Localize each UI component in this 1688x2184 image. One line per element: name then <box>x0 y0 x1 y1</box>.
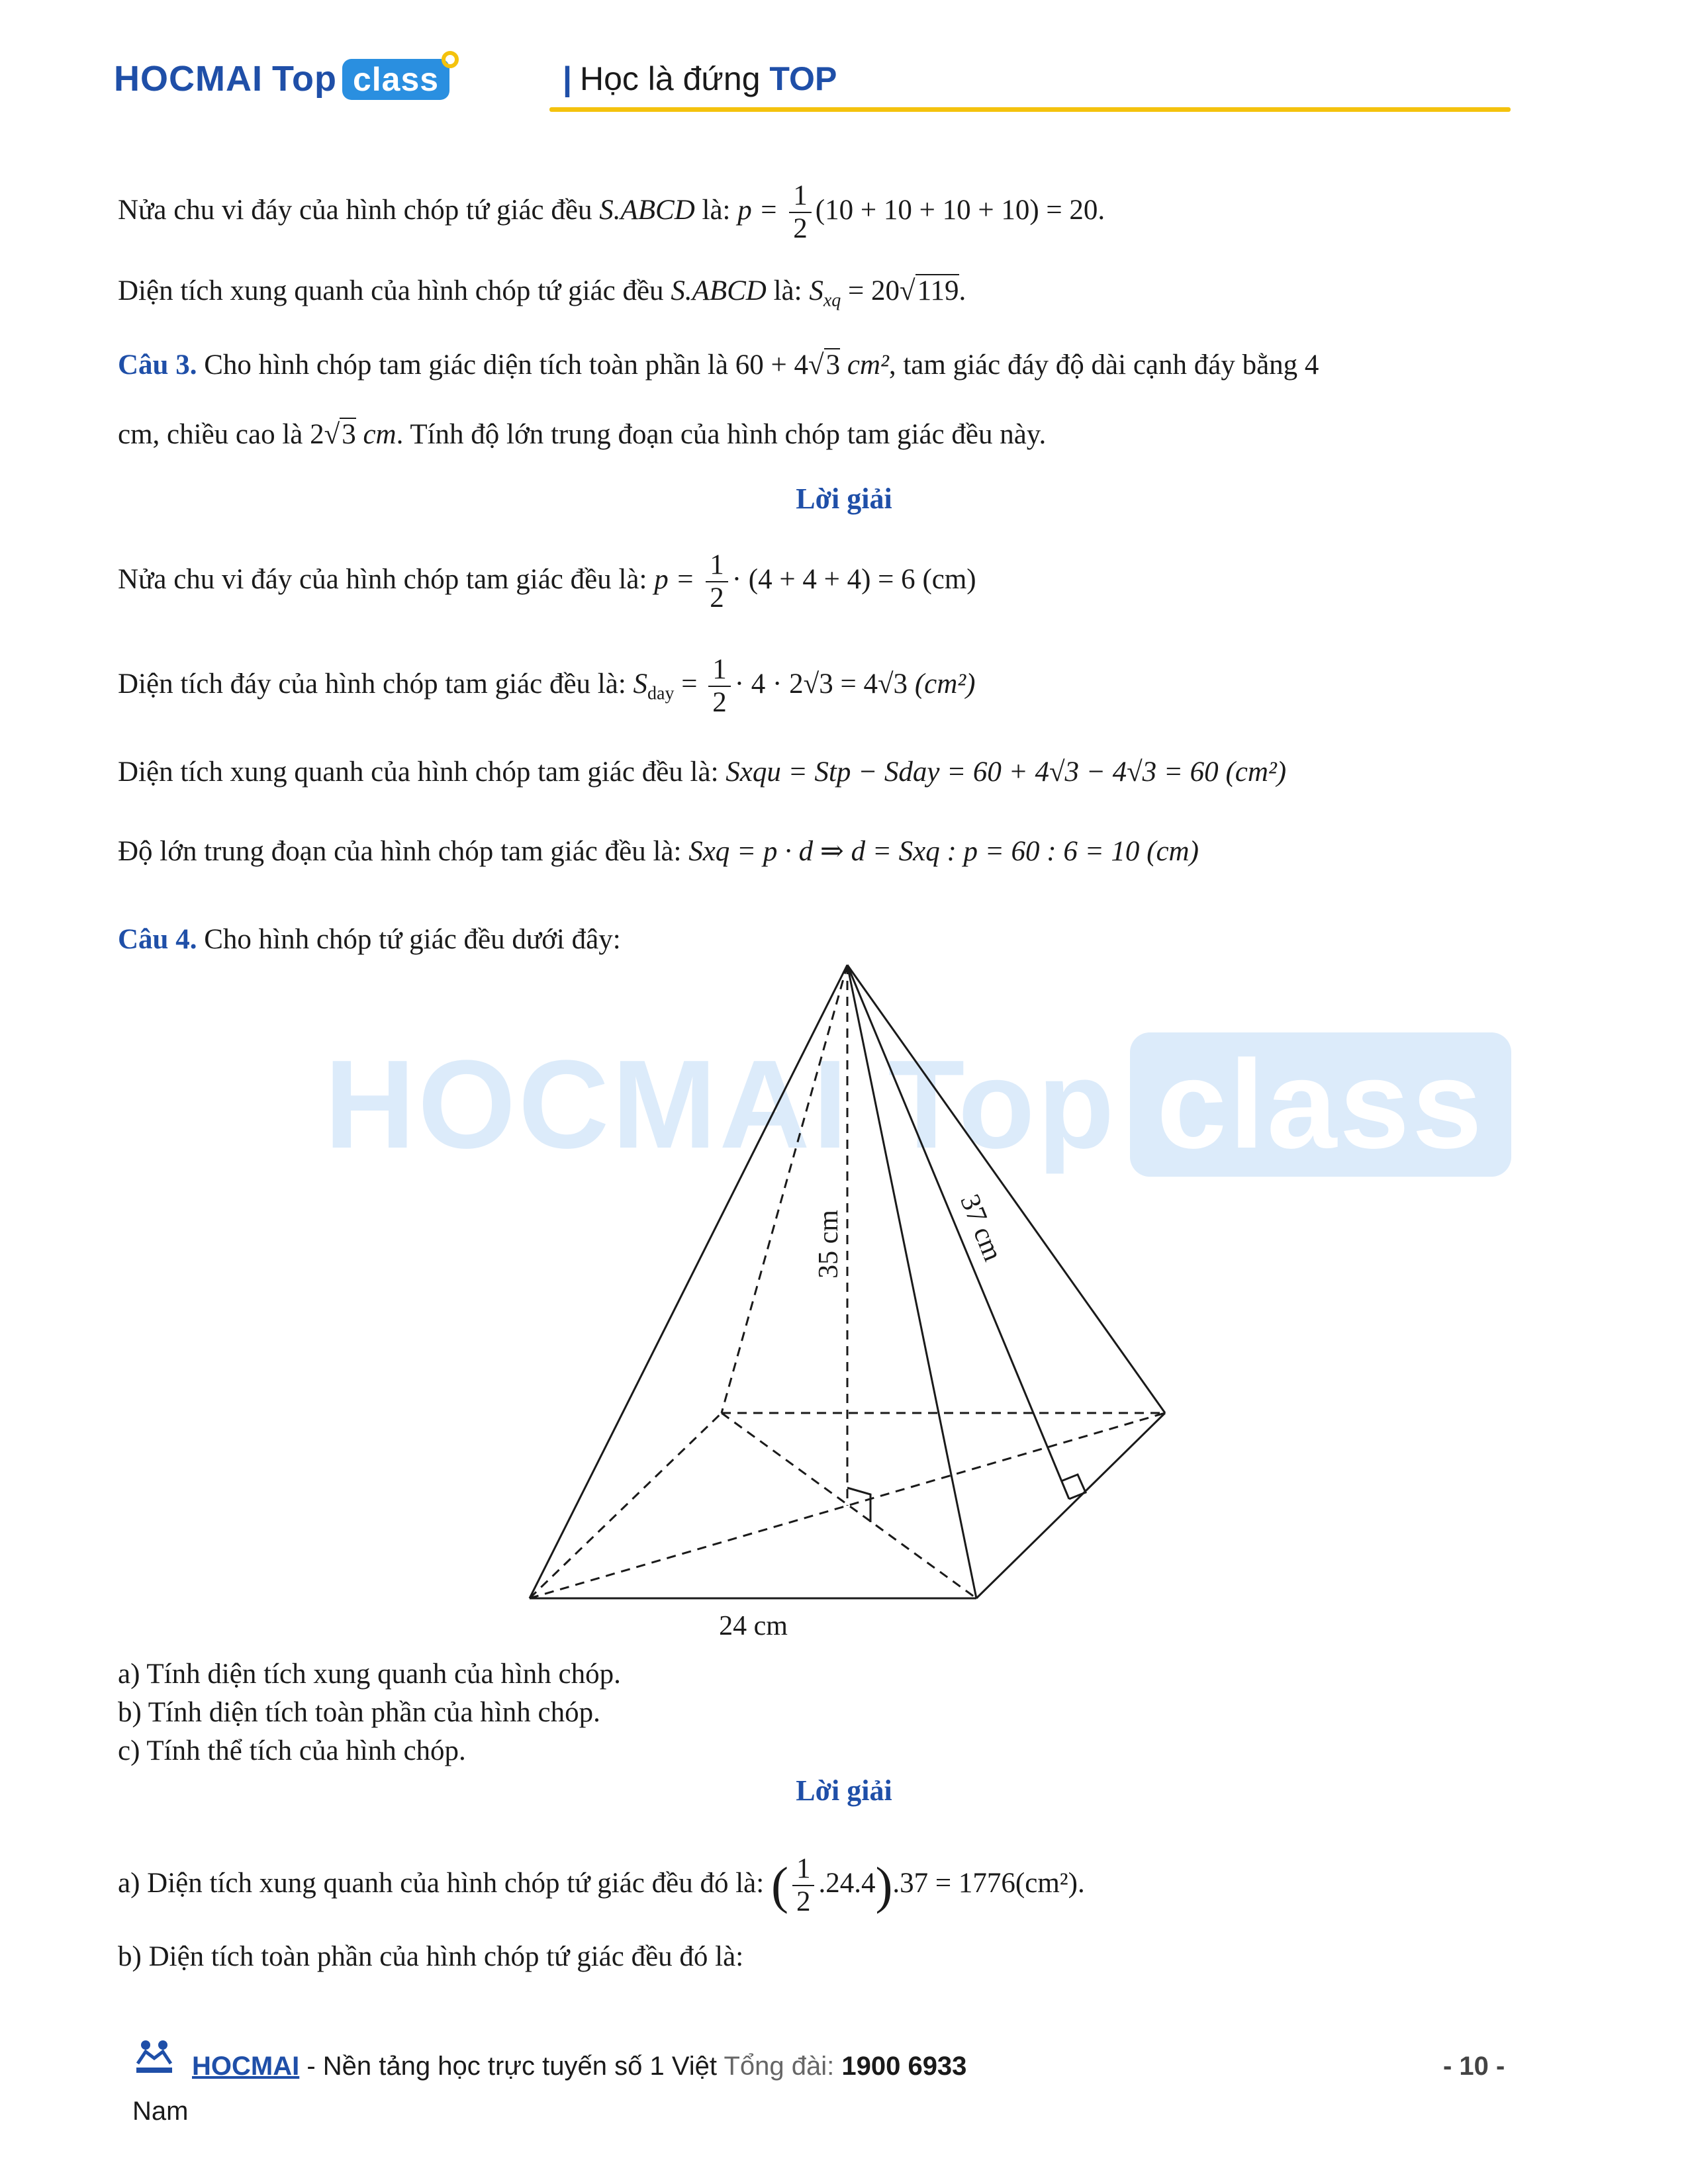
label-base: 24 cm <box>719 1611 788 1641</box>
math-eq: = 20 <box>848 275 900 306</box>
math-pyramid: S.ABCD <box>671 275 767 306</box>
frac-num: 1 <box>708 654 731 687</box>
label-height: 35 cm <box>814 1210 844 1279</box>
line-half-perimeter-square: Nửa chu vi đáy của hình chóp tứ giác đều S.ABCD là: p = $\frac{1}{2}$ (10 + 10 + 10 + 10) = 20. <box>118 180 1105 244</box>
edge-apex-front-right <box>847 965 976 1598</box>
line-lateral-area-square: Diện tích xung quanh của hình chóp tứ giác đều S.ABCD là: $S_{xq} = 20√119$. <box>118 275 966 311</box>
sub-question-c: c) Tính thể tích của hình chóp. <box>118 1735 466 1766</box>
tagline-bold: TOP <box>769 60 837 97</box>
logo-main: HOCMAI <box>114 59 263 99</box>
footer-line-2: Nam <box>132 2097 189 2126</box>
footer-text: - Nền tảng học trực tuyến số 1 Việt <box>299 2052 724 2081</box>
math-s: S <box>633 668 648 700</box>
watermark-main: HOCMAI Top <box>324 1034 1117 1175</box>
math-unit: (cm) <box>1147 836 1199 867</box>
math-unit: (cm) <box>922 563 976 595</box>
page-number: - 10 - <box>1443 2052 1505 2081</box>
text: Cho hình chóp tứ giác đều dưới đây: <box>204 924 621 955</box>
math-sqrt: 3 <box>340 418 356 450</box>
answer-b: b) Diện tích toàn phần của hình chóp tứ giác đều đó là: <box>118 1941 744 1972</box>
math-inner: .24.4 <box>818 1867 876 1899</box>
math-result: .37 = 1776(cm²). <box>892 1867 1085 1899</box>
math-sub: day <box>647 683 675 704</box>
logo-top: Top <box>271 59 337 99</box>
frac-den: 2 <box>796 1886 811 1917</box>
footer-brand-link[interactable]: HOCMAI <box>192 2052 300 2081</box>
text: , tam giác đáy độ dài cạnh đáy bằng 4 <box>888 349 1319 381</box>
math-sqrt: 3 <box>824 348 841 381</box>
frac-den: 2 <box>710 582 724 614</box>
math-unit: cm <box>363 419 397 450</box>
math-unit: (cm²) <box>914 668 976 700</box>
tagline-separator: | <box>563 60 572 97</box>
sub-question-b: b) Tính diện tích toàn phần của hình chóp. <box>118 1697 600 1728</box>
label-slant: 37 cm <box>954 1190 1008 1265</box>
edge-apex-front-left <box>530 965 847 1598</box>
text: Nửa chu vi đáy của hình chóp tứ giác đều <box>118 194 592 226</box>
math-unit: (cm²) <box>1225 756 1287 788</box>
text: a) Diện tích xung quanh của hình chóp tứ giác đều đó là: <box>118 1867 765 1899</box>
math-p: p = <box>737 194 778 226</box>
question-label: Câu 4. <box>118 924 197 955</box>
footer-hotline-label: Tổng đài: <box>724 2052 835 2081</box>
math-s: S <box>809 275 823 306</box>
logo-class: class <box>342 59 449 100</box>
question-3-line-2: cm, chiều cao là 2√3 cm. Tính độ lớn trung đoạn của hình chóp tam giác đều này. <box>118 419 1047 450</box>
math-expression: Sxq = p · d ⇒ d = Sxq : p = 60 : 6 = 10 <box>688 836 1140 867</box>
text: Diện tích xung quanh của hình chóp tam giác đều là: <box>118 756 719 788</box>
answer-a: a) Diện tích xung quanh của hình chóp tứ giác đều đó là: ( $\frac{1}{2}$ .24.4).37 = 1776(cm²). <box>118 1853 1085 1917</box>
tagline-text: Học là đứng <box>580 60 761 97</box>
math-result: · 4 · 2√3 = 4√3 <box>734 668 908 700</box>
frac-num: 1 <box>789 180 812 213</box>
text: Diện tích xung quanh của hình chóp tứ giác đều <box>118 275 664 306</box>
solution-heading-1: Lời giải <box>796 482 892 515</box>
text: cm, chiều cao là <box>118 419 303 450</box>
math-unit: cm² <box>847 349 889 381</box>
question-3-line-1: Câu 3. Cho hình chóp tam giác diện tích toàn phần là 60 + 4√3 cm², tam giác đáy độ dài cạnh đáy bằng 4 <box>118 349 1319 381</box>
math: 2 <box>310 419 324 450</box>
frac-den: 2 <box>712 687 727 718</box>
question-label: Câu 3. <box>118 349 197 381</box>
sub-question-a: a) Tính diện tích xung quanh của hình chóp. <box>118 1659 621 1690</box>
math-sub: xq <box>823 290 841 311</box>
math-eq: = <box>681 668 698 700</box>
text: Nửa chu vi đáy của hình chóp tam giác đều là: <box>118 563 647 595</box>
text-la: là: <box>773 275 802 306</box>
text: Độ lớn trung đoạn của hình chóp tam giác đều là: <box>118 836 682 867</box>
math-sqrt: 119 <box>915 274 959 306</box>
text-la: là: <box>702 194 731 226</box>
math-p: p = <box>654 563 695 595</box>
math-result: · (4 + 4 + 4) = 6 <box>731 563 915 595</box>
base-diagonal-2 <box>722 1413 976 1598</box>
frac-num: 1 <box>792 1853 815 1886</box>
math-expression: Sxqu = Stp − Sday = 60 + 4√3 − 4√3 = 60 <box>726 756 1219 788</box>
solution-heading-2: Lời giải <box>796 1774 892 1807</box>
text: Cho hình chóp tam giác diện tích toàn phần là <box>204 349 728 381</box>
footer-line <box>132 2052 966 2081</box>
frac-num: 1 <box>706 549 728 582</box>
footer-hotline: 1900 6933 <box>841 2052 967 2081</box>
edge-apex-back-left <box>722 965 847 1413</box>
math: 60 + 4 <box>735 349 808 381</box>
fraction <box>792 1853 815 1918</box>
frac-den: 2 <box>793 213 808 244</box>
watermark-class: class <box>1130 1032 1511 1177</box>
text: Diện tích đáy của hình chóp tam giác đều là: <box>118 668 626 700</box>
math-pyramid: S.ABCD <box>599 194 695 226</box>
math-result: (10 + 10 + 10 + 10) = 20 <box>815 194 1098 226</box>
text: . Tính độ lớn trung đoạn của hình chóp tam giác đều này. <box>396 419 1047 450</box>
